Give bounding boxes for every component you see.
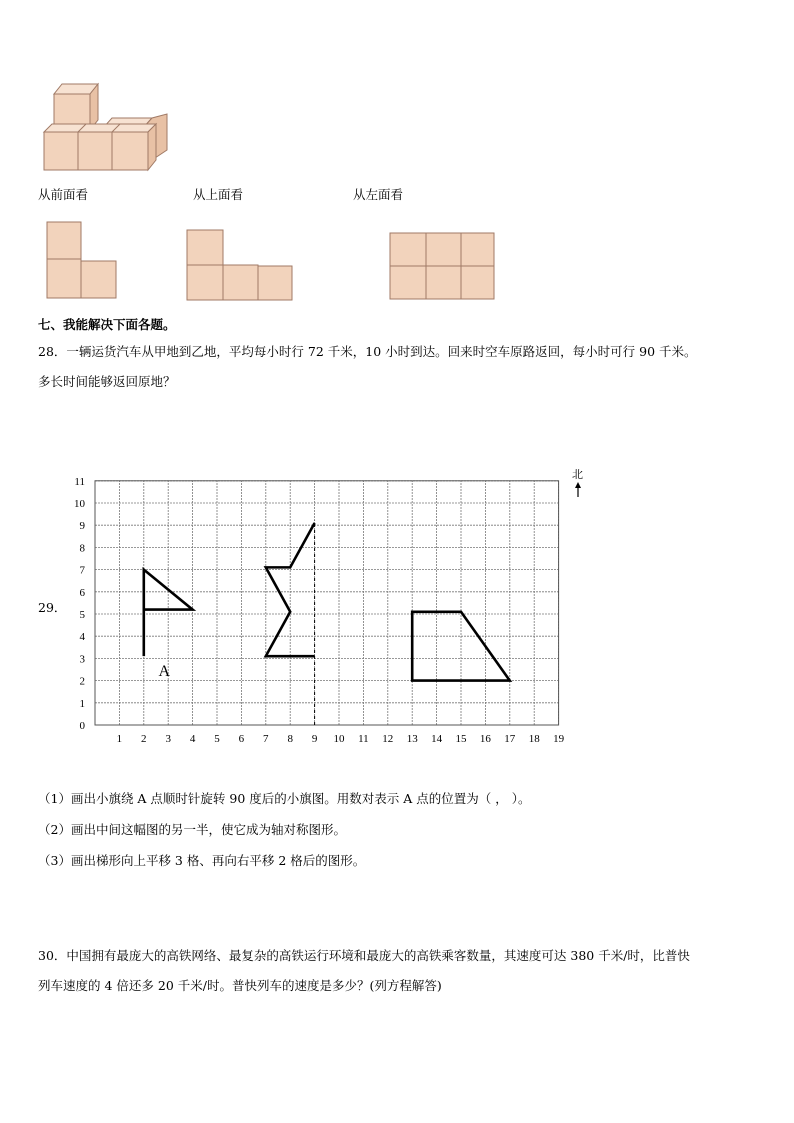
q29-sub1: （1）画出小旗绕 A 点顺时针旋转 90 度后的小旗图。用数对表示 A 点的位置为（ ， ）。 xyxy=(38,791,531,806)
section-7-heading: 七、我能解决下面各题。 xyxy=(38,317,176,332)
y-tick-label: 1 xyxy=(79,697,85,710)
x-tick-label: 7 xyxy=(263,733,269,745)
left-view-label: 从左面看 xyxy=(353,187,404,202)
x-tick-label: 4 xyxy=(189,733,196,745)
y-tick-label: 11 xyxy=(74,475,85,488)
grid-border xyxy=(95,481,559,725)
x-tick-label: 17 xyxy=(504,733,516,745)
q29-sub3: （3）画出梯形向上平移 3 格、再向右平移 2 格后的图形。 xyxy=(38,853,366,868)
x-tick-label: 1 xyxy=(116,733,123,745)
front-view-label: 从前面看 xyxy=(38,187,89,202)
q28-line2: 多长时间能够返回原地？ xyxy=(38,374,176,389)
y-tick-label: 6 xyxy=(79,586,85,599)
x-tick-label: 3 xyxy=(165,733,171,745)
y-tick-label: 2 xyxy=(79,675,85,688)
q29-number: 29． xyxy=(38,600,67,615)
x-tick-label: 16 xyxy=(479,733,491,745)
x-tick-label: 10 xyxy=(333,733,345,745)
y-tick-label: 9 xyxy=(79,520,85,533)
x-tick-label: 2 xyxy=(141,733,147,745)
x-tick-label: 11 xyxy=(358,733,369,745)
front-view-figure xyxy=(46,220,120,302)
x-tick-label: 13 xyxy=(406,733,418,745)
cube-stack-figure xyxy=(40,80,175,175)
x-tick-label: 19 xyxy=(553,733,565,745)
left-view-figure xyxy=(389,231,497,303)
y-tick-label: 5 xyxy=(79,609,85,621)
top-view-label: 从上面看 xyxy=(193,187,244,202)
north-label: 北 xyxy=(572,469,583,481)
q28-line1: 28．一辆运货汽车从甲地到乙地，平均每小时行 72 千米，10 小时到达。回来时空车原路返回，每小时可行 90 千米。 xyxy=(38,344,697,359)
y-tick-label: 4 xyxy=(79,631,85,644)
x-tick-label: 15 xyxy=(455,733,467,745)
top-view-figure xyxy=(186,228,296,302)
x-tick-label: 8 xyxy=(287,733,293,745)
x-tick-label: 9 xyxy=(311,733,318,745)
y-tick-label: 8 xyxy=(79,542,85,555)
y-tick-label: 7 xyxy=(79,564,85,577)
coordinate-grid xyxy=(60,460,600,750)
x-tick-label: 14 xyxy=(431,733,443,745)
q29-sub2: （2）画出中间这幅图的另一半，使它成为轴对称图形。 xyxy=(38,822,346,837)
y-tick-label: 0 xyxy=(79,720,85,732)
q30-line1: 30．中国拥有最庞大的高铁网络、最复杂的高铁运行环境和最庞大的高铁乘客数量，其速度可达 380 千米/时，比普快 xyxy=(38,948,690,963)
x-tick-label: 5 xyxy=(214,733,220,745)
point-a-label: A xyxy=(158,663,171,681)
north-arrow-icon xyxy=(575,482,581,497)
q30-line2: 列车速度的 4 倍还多 20 千米/时。普快列车的速度是多少？(列方程解答) xyxy=(38,978,442,993)
y-tick-label: 3 xyxy=(79,653,85,666)
x-tick-label: 12 xyxy=(382,733,394,745)
x-tick-label: 18 xyxy=(528,733,540,745)
x-tick-label: 6 xyxy=(238,733,245,745)
y-tick-label: 10 xyxy=(74,498,85,510)
